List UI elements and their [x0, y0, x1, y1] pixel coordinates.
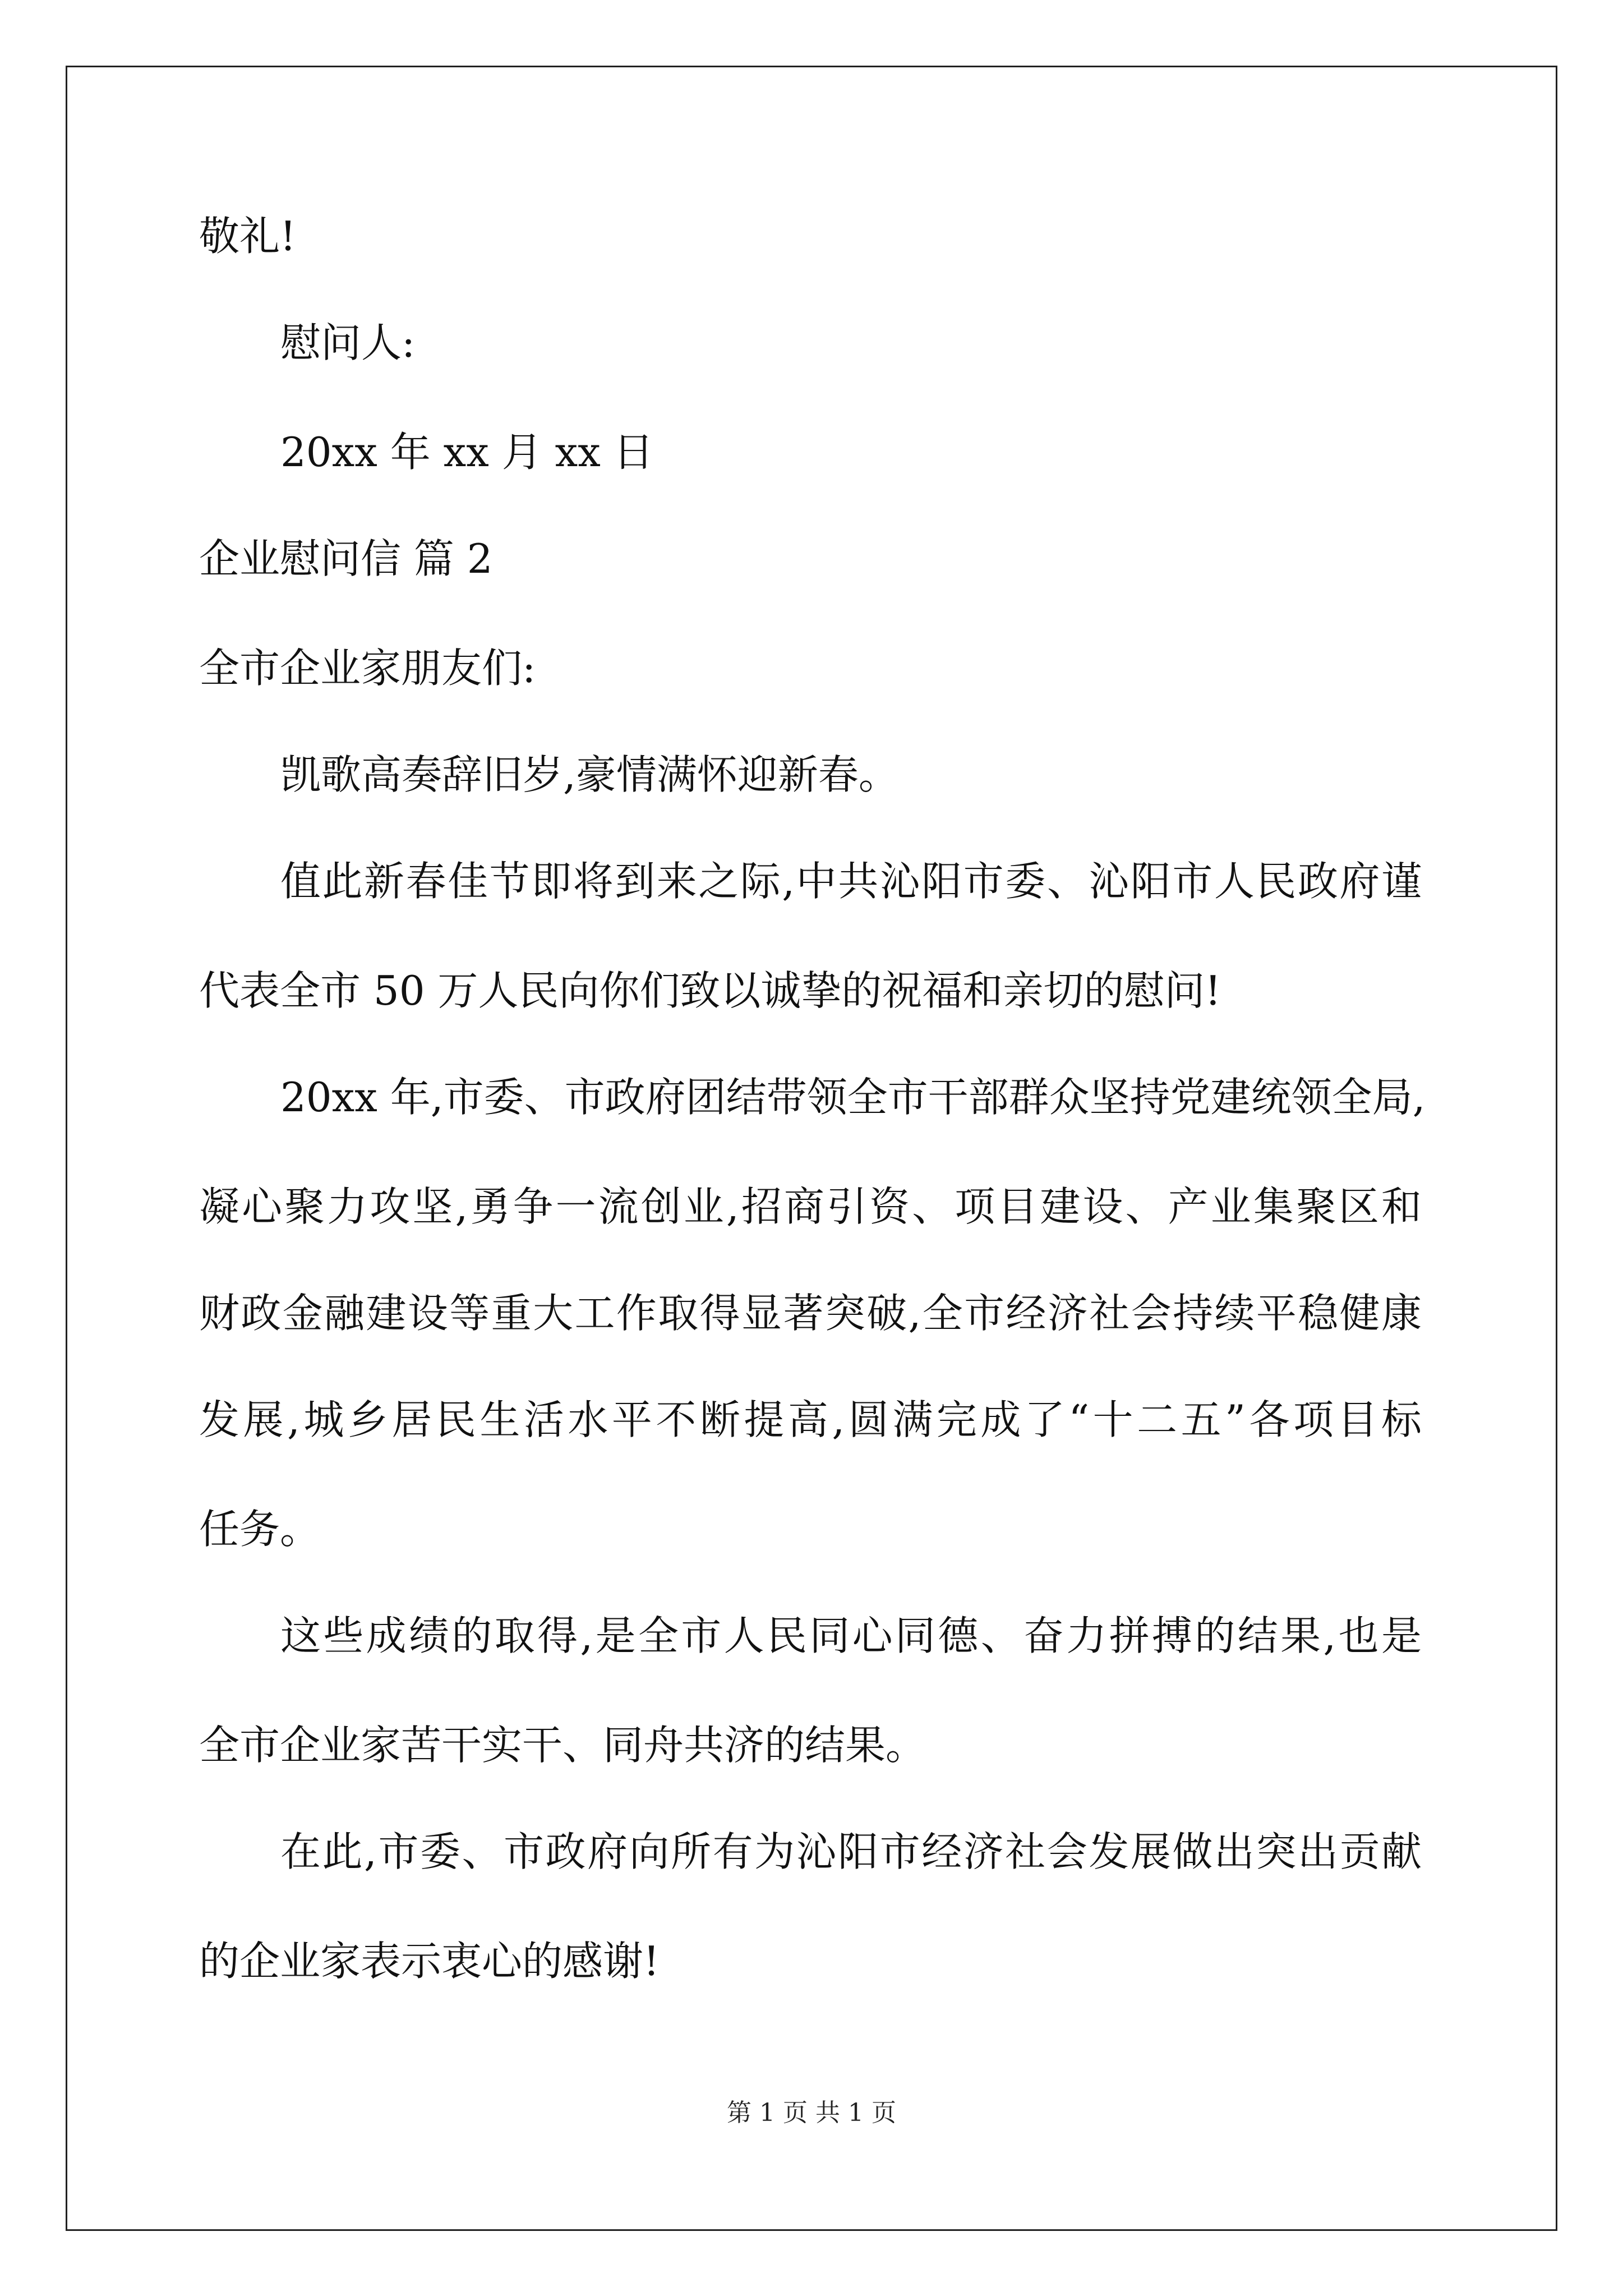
paragraph-line: 全市企业家苦干实干、同舟共济的结果。 — [199, 1722, 926, 1769]
paragraph-line: 任务。 — [199, 1506, 321, 1553]
section-title: 企业慰问信 篇 2 — [199, 535, 493, 582]
paragraph-line: 凝心聚力攻坚,勇争一流创业,招商引资、项目建设、产业集聚区和 — [199, 1183, 1422, 1230]
paragraph-line: 财政金融建设等重大工作取得显著突破,全市经济社会持续平稳健康 — [199, 1290, 1422, 1337]
paragraph-line: 20xx 年,市委、市政府团结带领全市干部群众坚持党建统领全局, — [280, 1074, 1426, 1121]
letter-greeting: 全市企业家朋友们: — [199, 645, 536, 692]
paragraph-line: 代表全市 50 万人民向你们致以诚挚的祝福和亲切的慰问! — [199, 967, 1221, 1014]
paragraph-line: 在此,市委、市政府向所有为沁阳市经济社会发展做出突出贡献 — [280, 1828, 1422, 1875]
page-border — [66, 66, 1557, 2231]
signer-label: 慰问人: — [280, 319, 416, 366]
paragraph-line: 发展,城乡居民生活水平不断提高,圆满完成了“十二五”各项目标 — [199, 1396, 1422, 1443]
letter-date: 20xx 年 xx 月 xx 日 — [280, 429, 654, 476]
paragraph-line: 值此新春佳节即将到来之际,中共沁阳市委、沁阳市人民政府谨 — [280, 858, 1422, 905]
closing-salute: 敬礼! — [199, 213, 296, 260]
paragraph-line: 这些成绩的取得,是全市人民同心同德、奋力拼搏的结果,也是 — [280, 1612, 1422, 1659]
paragraph-line: 的企业家表示衷心的感谢! — [199, 1938, 660, 1985]
page-footer: 第 1 页 共 1 页 — [727, 2099, 896, 2127]
paragraph-line: 凯歌高奏辞旧岁,豪情满怀迎新春。 — [280, 751, 899, 798]
